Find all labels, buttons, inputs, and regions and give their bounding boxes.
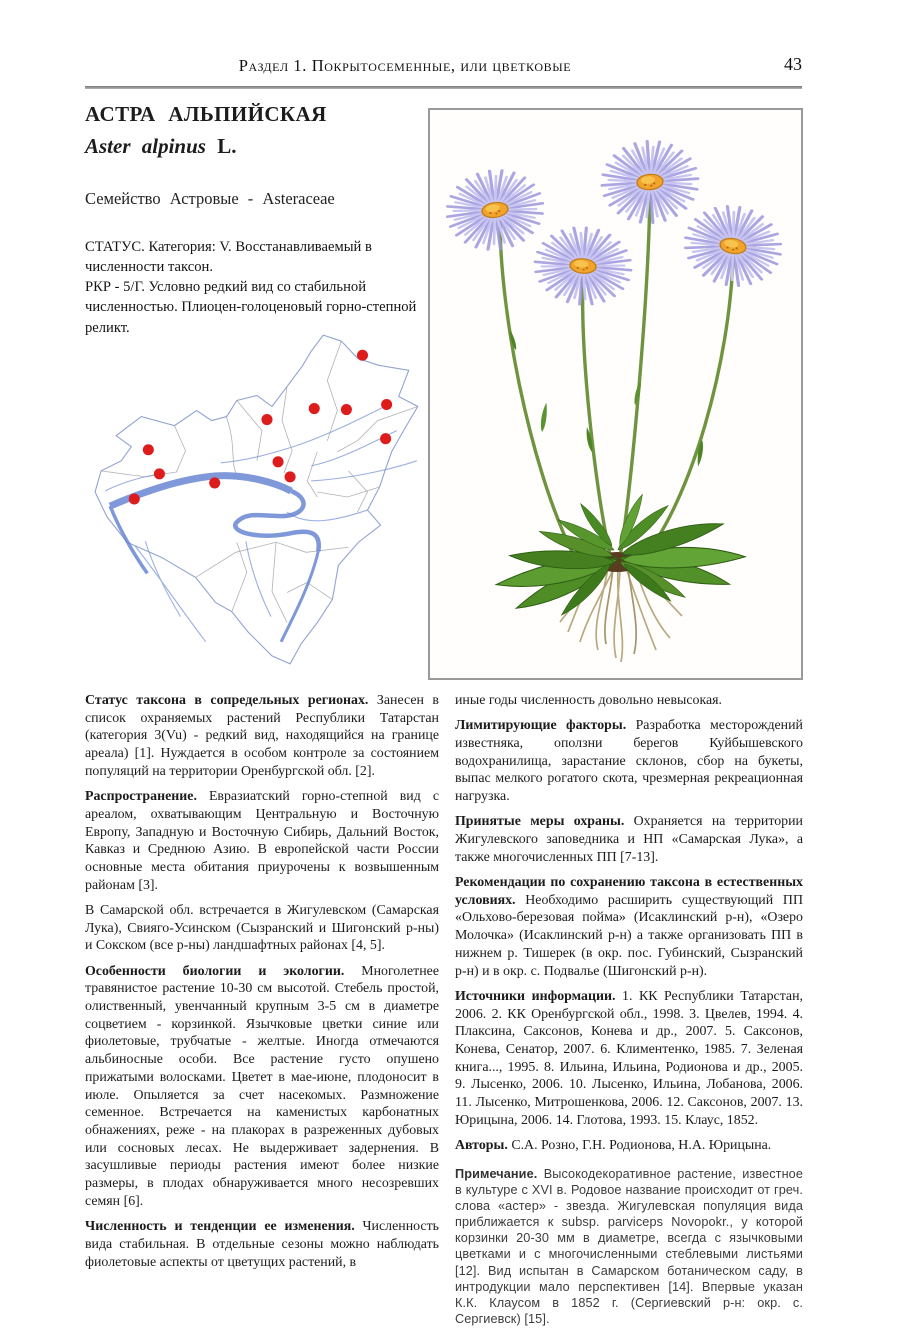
section-lead: Рекомендации по сохранению таксона в естественных условиях. bbox=[455, 874, 803, 908]
section-text: В Самарской обл. встречается в Жигулевском (Самарская Лука), Свияго-Усинском (Сызранский и Шигонский р-ны) и Сокском (все р-ны) ландшафтных районах [4, 5]. bbox=[85, 902, 439, 954]
paragraph-limiting-factors bbox=[455, 717, 803, 806]
latin-author: L. bbox=[217, 134, 237, 158]
section-text: Занесен в список охраняемых растений Республики Татарстан (категория 3(Vu) - редкий вид, находящийся на границе ареала) [1]. Нуждается в особом контроле за состоянием популяций на территории Оренбургской обл. [2]. bbox=[85, 693, 439, 779]
occurrence-dot bbox=[154, 468, 165, 479]
note-lead: Примечание. bbox=[455, 1166, 538, 1181]
occurrence-dot bbox=[285, 471, 296, 482]
paragraph-abundance bbox=[85, 1218, 439, 1271]
plant-illustration bbox=[430, 110, 801, 678]
paragraph-recommendations bbox=[455, 874, 803, 980]
note-text: Высокодекоративное растение, известное в культуре с XVI в. Родовое название происходит от греч. слова «астер» - звезда. Жигулевская популяция вида приближается к subsp. parviceps Novopokr., у которой корзинки 20-30 мм в диаметре, всегда с язычковыми цветками и с многочисленными стеблевыми листьями [12]. Вид испытан в Самарском ботаническом саду, в интродукции мало перспективен [14]. Впервые указан К.К. Клаусом в 1852 г. (Сергиевский р-н: окр. с. Сергиевск) [15]. bbox=[455, 1166, 803, 1326]
occurrence-dot bbox=[261, 414, 272, 425]
left-text-column bbox=[85, 692, 439, 1279]
taxon-russian-name: АСТРА АЛЬПИЙСКАЯ bbox=[85, 102, 327, 126]
right-text-column bbox=[455, 692, 803, 1340]
paragraph-adjacent-regions bbox=[85, 692, 439, 781]
region-map-svg bbox=[85, 310, 457, 682]
taxon-latin-name bbox=[85, 134, 435, 159]
section-lead: Статус таксона в сопредельных регионах. bbox=[85, 693, 369, 708]
paragraph-distribution-samara bbox=[85, 902, 439, 955]
latin-binomial: Aster alpinus bbox=[85, 134, 206, 158]
occurrence-dot bbox=[381, 399, 392, 410]
occurrence-dot bbox=[129, 493, 140, 504]
paragraph-protection-measures bbox=[455, 813, 803, 866]
page-number: 43 bbox=[784, 54, 802, 74]
section-text: Численность вида стабильная. В отдельные сезоны можно наблюдать фиолетовые аспекты от цветущих растений, в bbox=[85, 1219, 439, 1270]
stem-leaves bbox=[509, 329, 706, 467]
section-text: Необходимо расширить существующий ПП «Ольхово-березовая пойма» (Исаклинский р-н), «Озеро Молочка» (Исаклинский р-н) а также организовать ПП в нижнем р. Тишерек (в окр. пос. Губинский, Сызранский р-н) и в окр. с. Подвалье (Шигонский р-н). bbox=[455, 892, 803, 979]
occurrence-dot bbox=[357, 350, 368, 361]
occurrence-dot bbox=[341, 404, 352, 415]
section-text: С.А. Розно, Г.Н. Родионова, Н.А. Юрицына. bbox=[511, 1138, 772, 1154]
distribution-map bbox=[85, 310, 457, 682]
occurrence-dot bbox=[209, 477, 220, 488]
status-rkr: РКР - 5/Г. Условно редкий вид со стабильной численностью. Плиоцен-голоценовый горно-степной реликт. bbox=[85, 279, 417, 336]
section-text: Многолетнее травянистое растение 10-30 см высотой. Стебель простой, олиственный, увенчанный крупным 3-5 см в диаметре соцветием - корзинкой. Язычковые цветки синие или фиолетовые, трубчатые - желтые. Иногда отмечаются альбиносные особи. Все растение густо опушено прижатыми волосками. Цветет в мае-июне, плодоносит в июле. Опыляется за счет насекомых. Размножение семенное. Встречается на каменистых карбонатных обнажениях, реже - на плакорах в разреженных дубовых или сосновых лесах. Не выдерживает задернения. В засушливые периоды растения имеют более низкие размеры, в плодах обнаруживается много несозревших семян [6]. bbox=[85, 963, 439, 1209]
section-lead: Лимитирующие факторы. bbox=[455, 718, 627, 734]
paragraph-sources bbox=[455, 988, 803, 1130]
taxon-title-block bbox=[85, 102, 435, 338]
section-lead: Источники информации. bbox=[455, 988, 616, 1004]
flower-heads bbox=[442, 138, 787, 308]
rivers bbox=[105, 406, 417, 642]
region-outline bbox=[95, 335, 418, 664]
paragraph-authors bbox=[455, 1137, 803, 1155]
plant-illustration-frame bbox=[428, 108, 803, 680]
occurrence-dot bbox=[143, 444, 154, 455]
section-lead: Принятые меры охраны. bbox=[455, 814, 625, 830]
taxon-family: Семейство Астровые - Asteraceae bbox=[85, 189, 335, 208]
paragraph-biology-ecology bbox=[85, 963, 439, 1211]
status-category: СТАТУС. Категория: V. Восстанавливаемый в численности таксон. bbox=[85, 239, 372, 276]
section-lead: Распространение. bbox=[85, 789, 197, 805]
paragraph-abundance-continued bbox=[455, 692, 803, 710]
section-lead: Особенности биологии и экологии. bbox=[85, 963, 345, 979]
section-text: Евразиатский горно-степной вид с ареалом, охватывающим Центральную и Восточную Европу, Западную и Восточную Сибирь, Дальний Восток, Кавказ и Среднюю Азию. В европейской части России основные места обитания приурочены к возвышенным районам [3]. bbox=[85, 789, 439, 893]
section-lead: Численность и тенденции ее изменения. bbox=[85, 1219, 355, 1235]
occurrence-dot bbox=[380, 433, 391, 444]
header-rule bbox=[85, 86, 802, 89]
section-text: Разработка месторождений известняка, оползни берегов Куйбышевского водохранилища, зарастание склонов, сбор на букеты, выпас мелкого рогатого скота, чрезмерная рекреационная нагрузка. bbox=[455, 718, 803, 805]
section-lead: Авторы. bbox=[455, 1138, 508, 1154]
section-text: иные годы численность довольно невысокая. bbox=[455, 693, 723, 708]
paragraph-distribution bbox=[85, 788, 439, 894]
section-text: Охраняется на территории Жигулевского заповедника и НП «Самарская Лука», а также многочисленных ПП [7-13]. bbox=[455, 814, 803, 865]
occurrence-dot bbox=[273, 456, 284, 467]
paragraph-note bbox=[455, 1166, 803, 1327]
section-text: 1. КК Республики Татарстан, 2006. 2. КК Оренбургской обл., 1998. 3. Цвелев, 1994. 4. Плаксина, Саксонов, Конева и др., 2007. 5. Саксонов, Конева, Сенатор, 2007. 6. Климентенко, 1985. 7. Зеленая книга..., 1995. 8. Ильина, Ильина, Родионова и др., 2005. 9. Лысенко, 2006. 10. Лысенко, Ильина, Лобанова, 2006. 11. Лысенко, Митрошенкова, 2006. 12. Саксонов, 2007. 13. Юрицына, 2006. 14. Глотова, 1993. 15. Клаус, 1852. bbox=[455, 988, 803, 1128]
section-header: Раздел 1. Покрытосеменные, или цветковые bbox=[238, 56, 572, 75]
volga-reservoir bbox=[110, 476, 319, 642]
occurrence-dot bbox=[309, 403, 320, 414]
